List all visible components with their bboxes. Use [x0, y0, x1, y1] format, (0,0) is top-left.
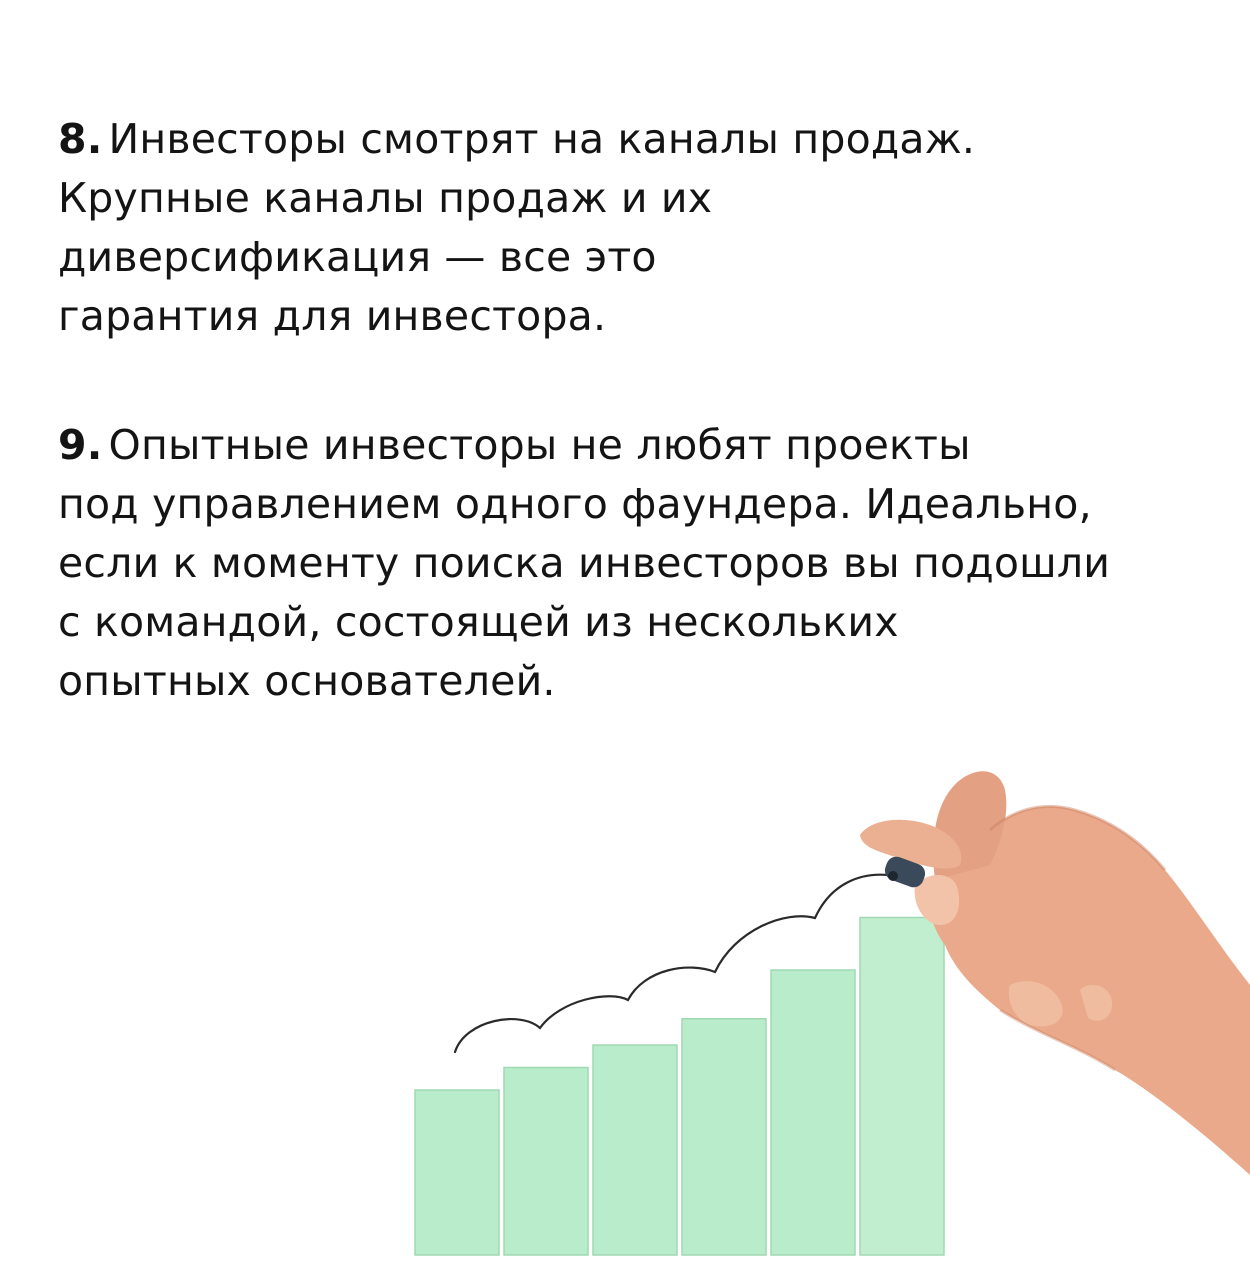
- illustration-bar: [504, 1068, 588, 1256]
- illustration-bar: [415, 1090, 499, 1255]
- point-8-text-1: Инвесторы смотрят на каналы продаж.: [108, 115, 976, 163]
- point-9-line-4: с командой, состоящей из нескольких: [58, 598, 899, 646]
- point-9-line-5: опытных основателей.: [58, 657, 556, 705]
- point-9-line-3: если к моменту поиска инвесторов вы подошли: [58, 539, 1111, 587]
- point-9: [58, 416, 1110, 711]
- point-8-line-2: Крупные каналы продаж и их: [58, 174, 713, 222]
- illustration-bar: [860, 918, 944, 1256]
- illustration-bar: [771, 970, 855, 1255]
- point-9-number: 9.: [58, 421, 103, 469]
- point-8-number: 8.: [58, 115, 103, 163]
- point-8-line-1: [58, 110, 975, 169]
- point-8: [58, 110, 975, 346]
- point-8-line-3: диверсификация — все это: [58, 233, 657, 281]
- growth-chart-illustration: [0, 740, 1250, 1280]
- illustration-bar: [682, 1019, 766, 1255]
- point-9-line-2: под управлением одного фаундера. Идеально,: [58, 480, 1092, 528]
- point-8-line-4: гарантия для инвестора.: [58, 292, 607, 340]
- point-9-line-1: [58, 416, 1110, 475]
- point-9-text-1: Опытные инвесторы не любят проекты: [108, 421, 971, 469]
- illustration-bar: [593, 1045, 677, 1255]
